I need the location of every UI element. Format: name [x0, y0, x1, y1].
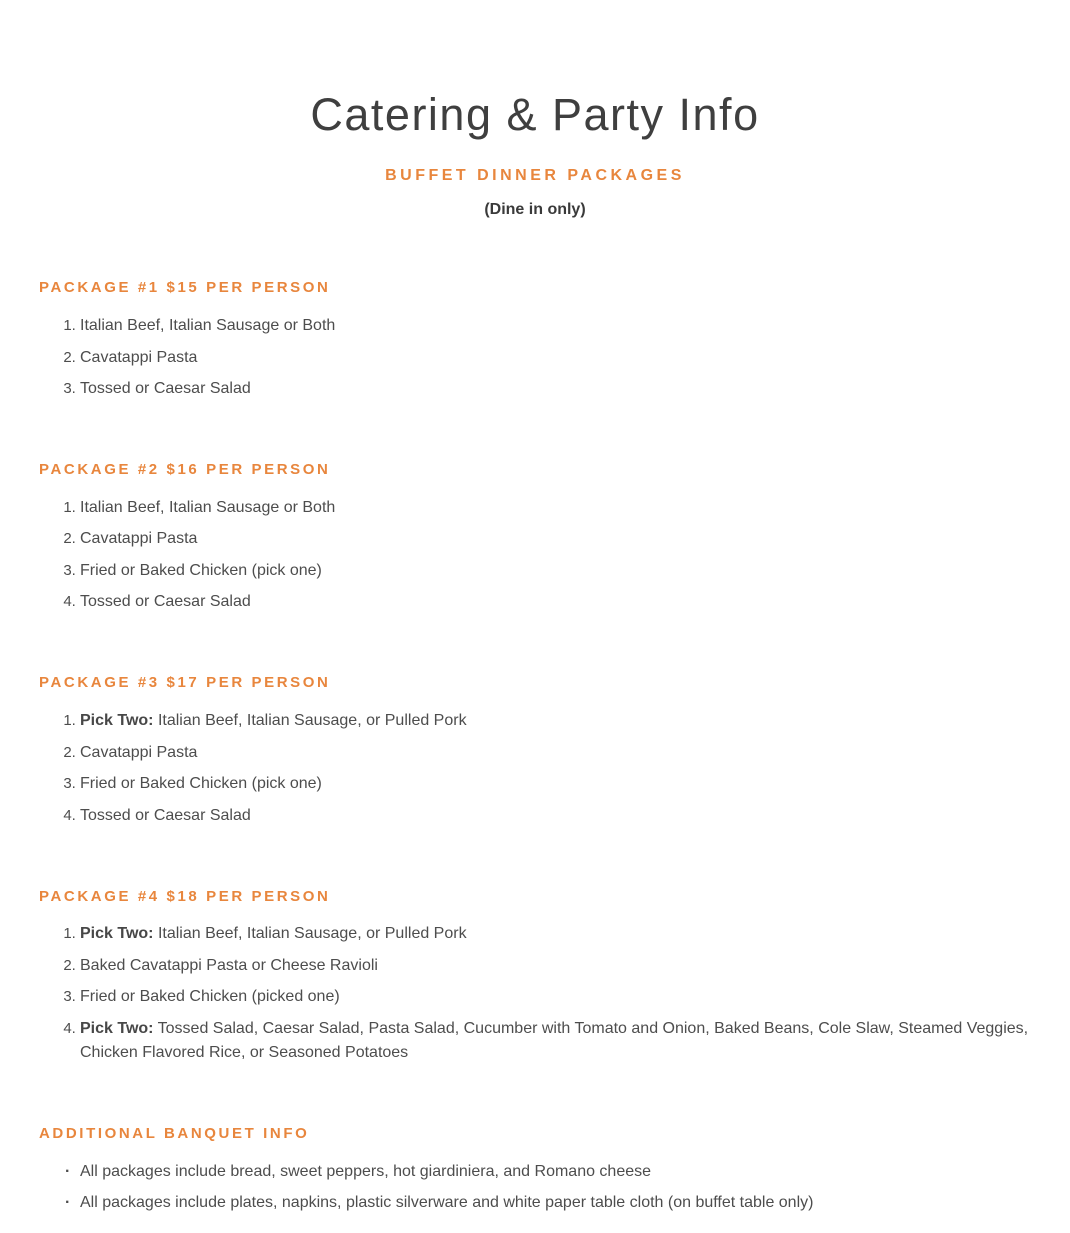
buffet-packages-subtitle: BUFFET DINNER PACKAGES: [385, 167, 685, 184]
list-item: [80, 741, 1031, 765]
list-item: [80, 922, 1031, 946]
list-item: [80, 314, 1031, 338]
item-text: Tossed Salad, Caesar Salad, Pasta Salad, Cucumber with Tomato and Onion, Baked Beans, Cole Slaw, Steamed Veggies, Chicken Flavored Rice, or Seasoned Potatoes: [80, 1019, 1029, 1061]
list-item: [80, 559, 1031, 583]
item-text: All packages include plates, napkins, plastic silverware and white paper table cloth (on buffet table only): [80, 1194, 814, 1212]
dine-in-note: (Dine in only): [484, 201, 586, 219]
item-text: Italian Beef, Italian Sausage, or Pulled Pork: [153, 925, 467, 943]
item-text: Italian Beef, Italian Sausage or Both: [80, 498, 336, 516]
list-item: [80, 709, 1031, 733]
item-text: Cavatappi Pasta: [80, 530, 198, 548]
item-text: Baked Cavatappi Pasta or Cheese Ravioli: [80, 956, 378, 974]
additional-banquet-info-section: [39, 1125, 1031, 1215]
additional-banquet-info-list: [39, 1160, 1031, 1216]
item-text: All packages include bread, sweet peppers, hot giardiniera, and Romano cheese: [80, 1162, 652, 1180]
list-item: [80, 772, 1031, 796]
item-text: Italian Beef, Italian Sausage or Both: [80, 317, 336, 335]
item-text: Cavatappi Pasta: [80, 348, 198, 366]
list-item: [80, 804, 1031, 828]
item-text: Tossed or Caesar Salad: [80, 380, 251, 398]
package-1-section: [39, 279, 1031, 401]
package-4-list: [39, 922, 1031, 1065]
package-2-heading: PACKAGE #2 $16 PER PERSON: [39, 461, 331, 479]
list-item: [80, 346, 1031, 370]
list-item: [80, 590, 1031, 614]
page-title: Catering & Party Info: [310, 89, 760, 140]
package-4-section: [39, 888, 1031, 1065]
item-text: Fried or Baked Chicken (pick one): [80, 775, 322, 793]
package-1-heading: PACKAGE #1 $15 PER PERSON: [39, 279, 331, 297]
item-text: Fried or Baked Chicken (pick one): [80, 561, 322, 579]
list-item: [80, 1191, 1031, 1215]
package-3-section: [39, 674, 1031, 827]
item-bold-prefix: Pick Two:: [80, 1019, 154, 1037]
item-text: Fried or Baked Chicken (picked one): [80, 988, 340, 1006]
package-1-list: [39, 314, 1031, 401]
list-item: [80, 527, 1031, 551]
list-item: [80, 985, 1031, 1009]
list-item: [80, 1160, 1031, 1184]
package-2-section: [39, 461, 1031, 614]
item-bold-prefix: Pick Two:: [80, 712, 154, 730]
list-item: [80, 1017, 1031, 1065]
item-bold-prefix: Pick Two:: [80, 925, 154, 943]
package-2-list: [39, 496, 1031, 615]
additional-banquet-info-heading: ADDITIONAL BANQUET INFO: [39, 1124, 310, 1142]
list-item: [80, 377, 1031, 401]
list-item: [80, 496, 1031, 520]
item-text: Tossed or Caesar Salad: [80, 806, 251, 824]
package-3-heading: PACKAGE #3 $17 PER PERSON: [39, 674, 331, 692]
item-text: Cavatappi Pasta: [80, 743, 198, 761]
list-item: [80, 954, 1031, 978]
package-4-heading: PACKAGE #4 $18 PER PERSON: [39, 887, 331, 905]
item-text: Tossed or Caesar Salad: [80, 593, 251, 611]
package-3-list: [39, 709, 1031, 828]
item-text: Italian Beef, Italian Sausage, or Pulled Pork: [153, 712, 467, 730]
